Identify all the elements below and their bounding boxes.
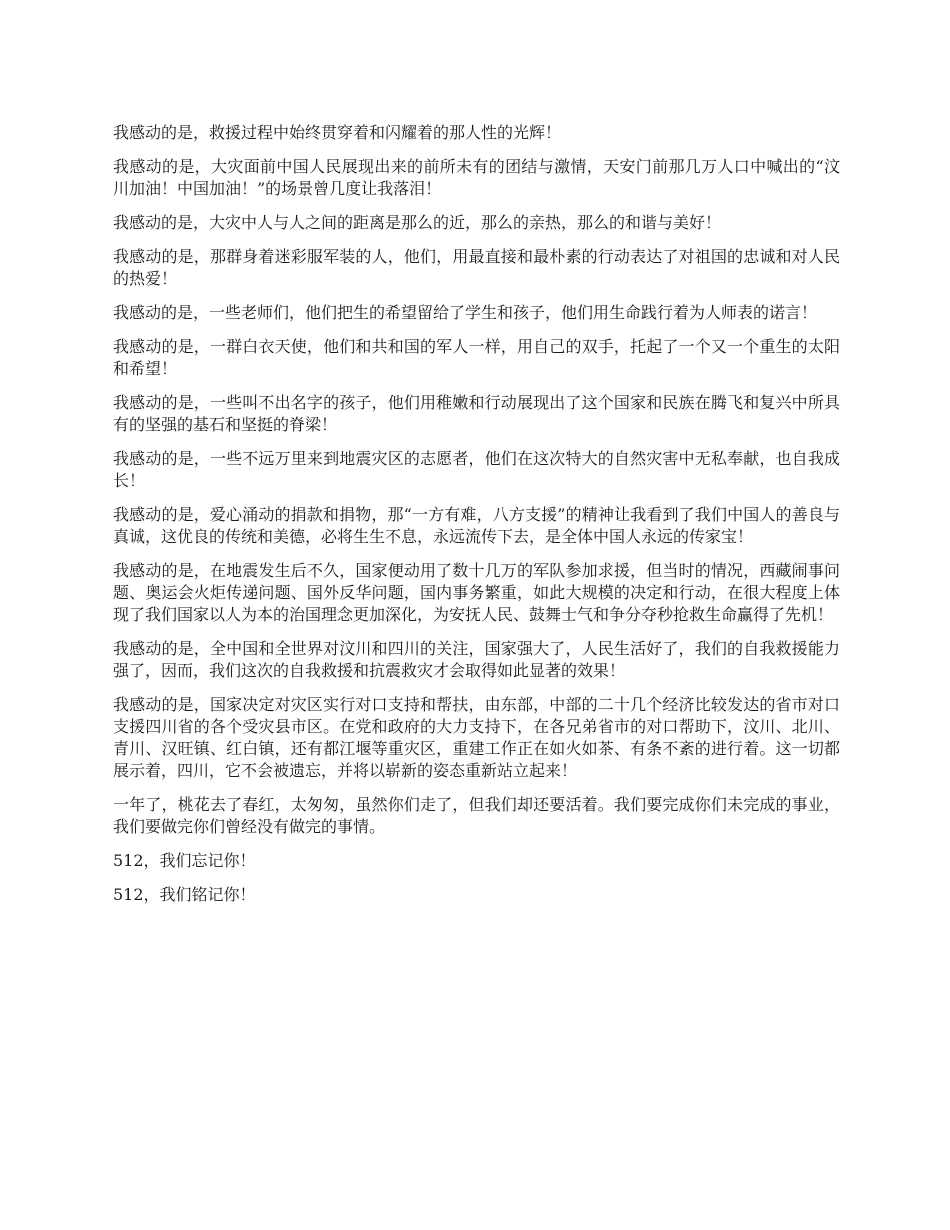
paragraph: 512，我们铭记你！ [113,885,256,904]
paragraph: 我感动的是，那群身着迷彩服军装的人，他们，用最直接和最朴素的行动表达了对祖国的忠诚和对人民的热爱！ [113,247,840,288]
paragraph: 我感动的是，一些老师们，他们把生的希望留给了学生和孩子，他们用生命践行着为人师表的诺言！ [113,303,818,322]
paragraph: 512，我们忘记你！ [113,851,256,870]
paragraph: 我感动的是，大灾面前中国人民展现出来的前所未有的团结与激情，天安门前那几万人口中喊出的“汶川加油！中国加油！”的场景曾几度让我落泪！ [113,157,840,198]
paragraph: 我感动的是，一群白衣天使，他们和共和国的军人一样，用自己的双手，托起了一个又一个重生的太阳和希望！ [113,337,840,378]
paragraph: 我感动的是，爱心涌动的捐款和捐物，那“一方有难，八方支援”的精神让我看到了我们中国人的善良与真诚，这优良的传统和美德，必将生生不息，永远流传下去，是全体中国人永远的传家宝！ [113,505,840,546]
paragraph: 一年了，桃花去了春红，太匆匆，虽然你们走了，但我们却还要活着。我们要完成你们未完成的事业，我们要做完你们曾经没有做完的事情。 [113,795,840,836]
paragraph: 我感动的是，大灾中人与人之间的距离是那么的近，那么的亲热，那么的和谐与美好！ [113,213,722,232]
paragraph: 我感动的是，一些不远万里来到地震灾区的志愿者，他们在这次特大的自然灾害中无私奉献，也自我成长！ [113,449,840,490]
paragraph: 我感动的是，救援过程中始终贯穿着和闪耀着的那人性的光辉！ [113,123,562,142]
paragraph: 我感动的是，一些叫不出名字的孩子，他们用稚嫩和行动展现出了这个国家和民族在腾飞和复兴中所具有的坚强的基石和坚挺的脊梁！ [113,393,840,434]
paragraph: 我感动的是，国家决定对灾区实行对口支持和帮扶，由东部，中部的二十几个经济比较发达的省市对口支援四川省的各个受灾县市区。在党和政府的大力支持下，在各兄弟省市的对口帮助下，汶川、北川、青川、汉旺镇、红白镇，还有都江堰等重灾区，重建工作正在如火如茶、有条不紊的进行着。这一切都展示着，四川，它不会被遗忘，并将以崭新的姿态重新站立起来！ [113,695,840,780]
paragraph: 我感动的是，全中国和全世界对汶川和四川的关注，国家强大了，人民生活好了，我们的自我救援能力强了，因而，我们这次的自我救援和抗震救灾才会取得如此显著的效果！ [113,639,840,680]
paragraph: 我感动的是，在地震发生后不久，国家便动用了数十几万的军队参加求援，但当时的情况，西藏闹事问题、奥运会火炬传递问题、国外反华问题，国内事务繁重，如此大规模的决定和行动，在很大程度上体现了我们国家以人为本的治国理念更加深化，为安抚人民、鼓舞士气和争分夺秒抢救生命赢得了先机！ [113,561,840,624]
document-body [113,122,840,918]
